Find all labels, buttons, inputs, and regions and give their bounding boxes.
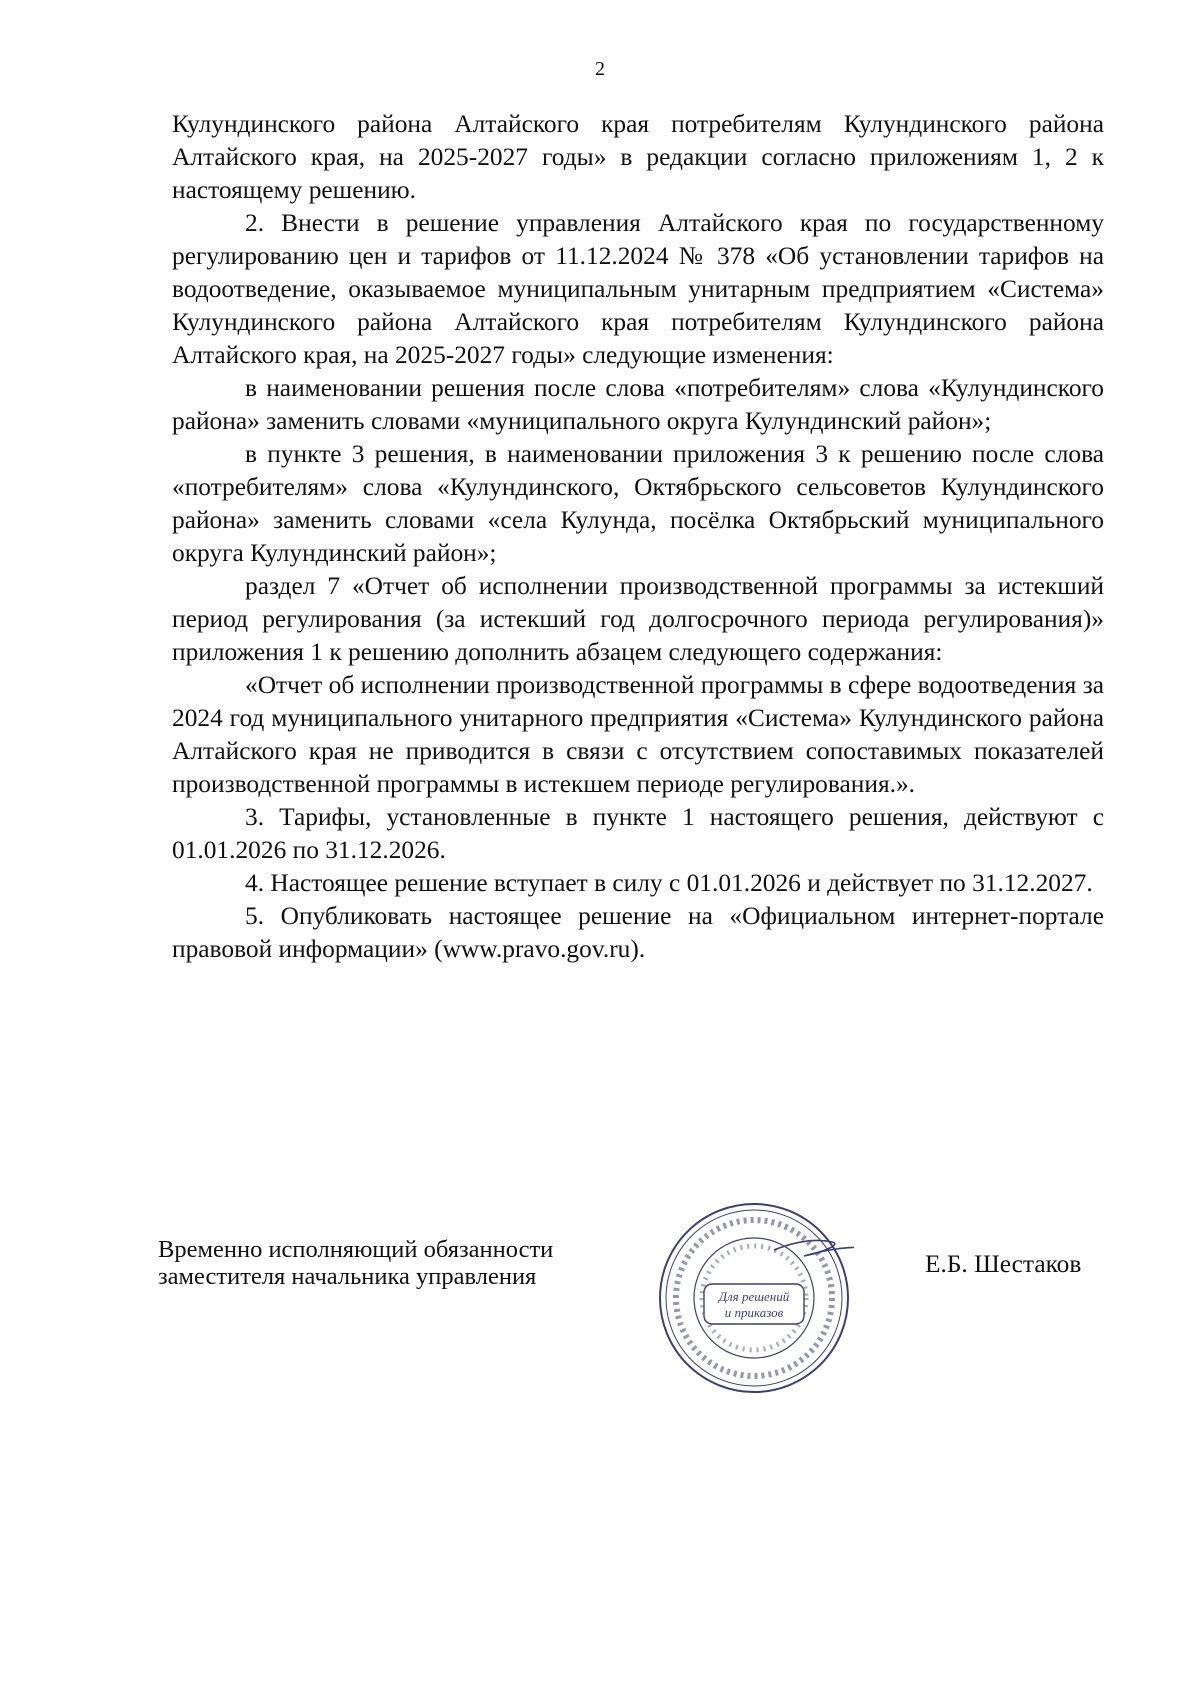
- paragraph: 5. Опубликовать настоящее решение на «Официальном интернет-портале правовой информации» (www.pravo.gov.ru).: [172, 902, 1104, 963]
- paragraph: раздел 7 «Отчет об исполнении производственной программы за истекший период регулирования (за истекший год долгосрочного периода регулирования)» приложения 1 к решению дополнить абзацем следующего содержания:: [172, 572, 1104, 666]
- seal-center-text: и приказов: [724, 1305, 784, 1320]
- paragraph: в наименовании решения после слова «потребителям» слова «Кулундинского района» заменить словами «муниципального округа Кулундинский район»;: [172, 374, 1104, 435]
- paragraph: «Отчет об исполнении производственной программы в сфере водоотведения за 2024 год муниципального унитарного предприятия «Система» Кулундинского района Алтайского края не приводится в связи с отсутствием сопоставимых показателей производственной программы в истекшем периоде регулирования.».: [172, 671, 1104, 798]
- paragraph: 2. Внести в решение управления Алтайского края по государственному регулированию цен и тарифов от 11.12.2024 № 378 «Об установлении тарифов на водоотведение, оказываемое муниципальным унитарным предприятием «Система» Кулундинского района Алтайского края потребителям Кулундинского района Алтайского края, на 2025-2027 годы» следующие изменения:: [172, 209, 1104, 369]
- official-seal: [654, 1198, 854, 1398]
- paragraph: в пункте 3 решения, в наименовании приложения 3 к решению после слова «потребителям» слова «Кулундинского, Октябрьского сельсоветов Кулундинского района» заменить словами «села Кулунда, посёлка Октябрьский муниципального округа Кулундинский район»;: [172, 440, 1104, 567]
- paragraph: Кулундинского района Алтайского края потребителям Кулундинского района Алтайского края, на 2025-2027 годы» в редакции согласно приложениям 1, 2 к настоящему решению.: [172, 110, 1104, 204]
- signature-position: [158, 1236, 553, 1290]
- signature-position-line: заместителя начальника управления: [158, 1263, 537, 1290]
- document-body: [172, 108, 1104, 966]
- page-number: 2: [595, 58, 605, 80]
- paragraph: 3. Тарифы, установленные в пункте 1 настоящего решения, действуют с 01.01.2026 по 31.12.2026.: [172, 803, 1104, 864]
- signer-name: Е.Б. Шестаков: [925, 1250, 1082, 1278]
- signature-position-line: Временно исполняющий обязанности: [158, 1236, 554, 1263]
- paragraph: 4. Настоящее решение вступает в силу с 01.01.2026 и действует по 31.12.2027.: [245, 869, 1093, 897]
- seal-center-text: Для решений: [718, 1289, 790, 1304]
